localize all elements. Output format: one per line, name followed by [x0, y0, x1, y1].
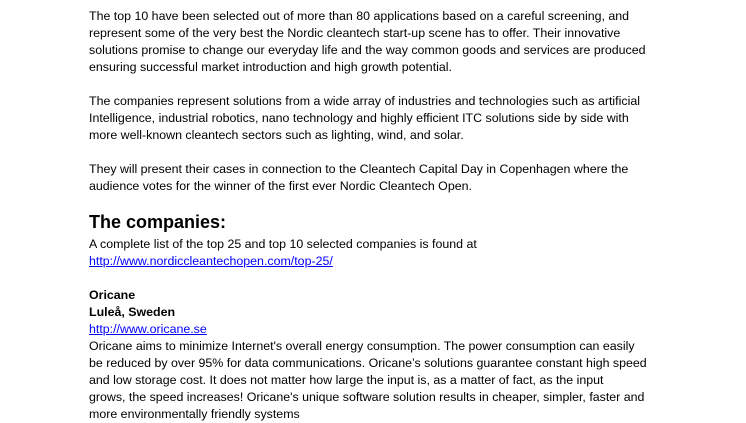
company-location: Luleå, Sweden [89, 305, 176, 319]
top-25-link[interactable]: http://www.nordiccleantechopen.com/top-25/ [89, 254, 333, 268]
companies-intro-text: A complete list of the top 25 and top 10 selected companies is found at [89, 237, 477, 251]
paragraph-selection: The top 10 have been selected out of more than 80 applications based on a careful screening, and represent some of the very best the Nordic cleantech start-up scene has to offer. Their innovative solutions promise to change our everyday life and the way common goods and services are produced ensuring successful market introduction and high growth potential. [89, 9, 646, 74]
companies-heading: The companies: [89, 212, 227, 232]
companies-intro [89, 236, 689, 270]
paragraph-cleantech-capital-day: They will present their cases in connection to the Cleantech Capital Day in Copenhagen where the audience votes for the winner of the first ever Nordic Cleantech Open. [89, 162, 629, 193]
company-website-link[interactable]: http://www.oricane.se [89, 322, 207, 336]
company-name: Oricane [89, 288, 136, 302]
company-entry-oricane [89, 287, 689, 423]
company-description: Oricane aims to minimize Internet's overall energy consumption. The power consumption can easily be reduced by over 95% for data communications. Oricane’s solutions guarantee constant high speed and low storage cost. It does not matter how large the input is, as a matter of fact, as the input grows, the speed increases! Oricane's unique software solution results in cheaper, simpler, faster and more environmentally friendly systems [89, 339, 647, 421]
paragraph-industries: The companies represent solutions from a wide array of industries and technologies such as artificial Intelligence, industrial robotics, nano technology and highly efficient ITC solutions side by side with more well-known cleantech sectors such as lighting, wind, and solar. [89, 94, 640, 142]
